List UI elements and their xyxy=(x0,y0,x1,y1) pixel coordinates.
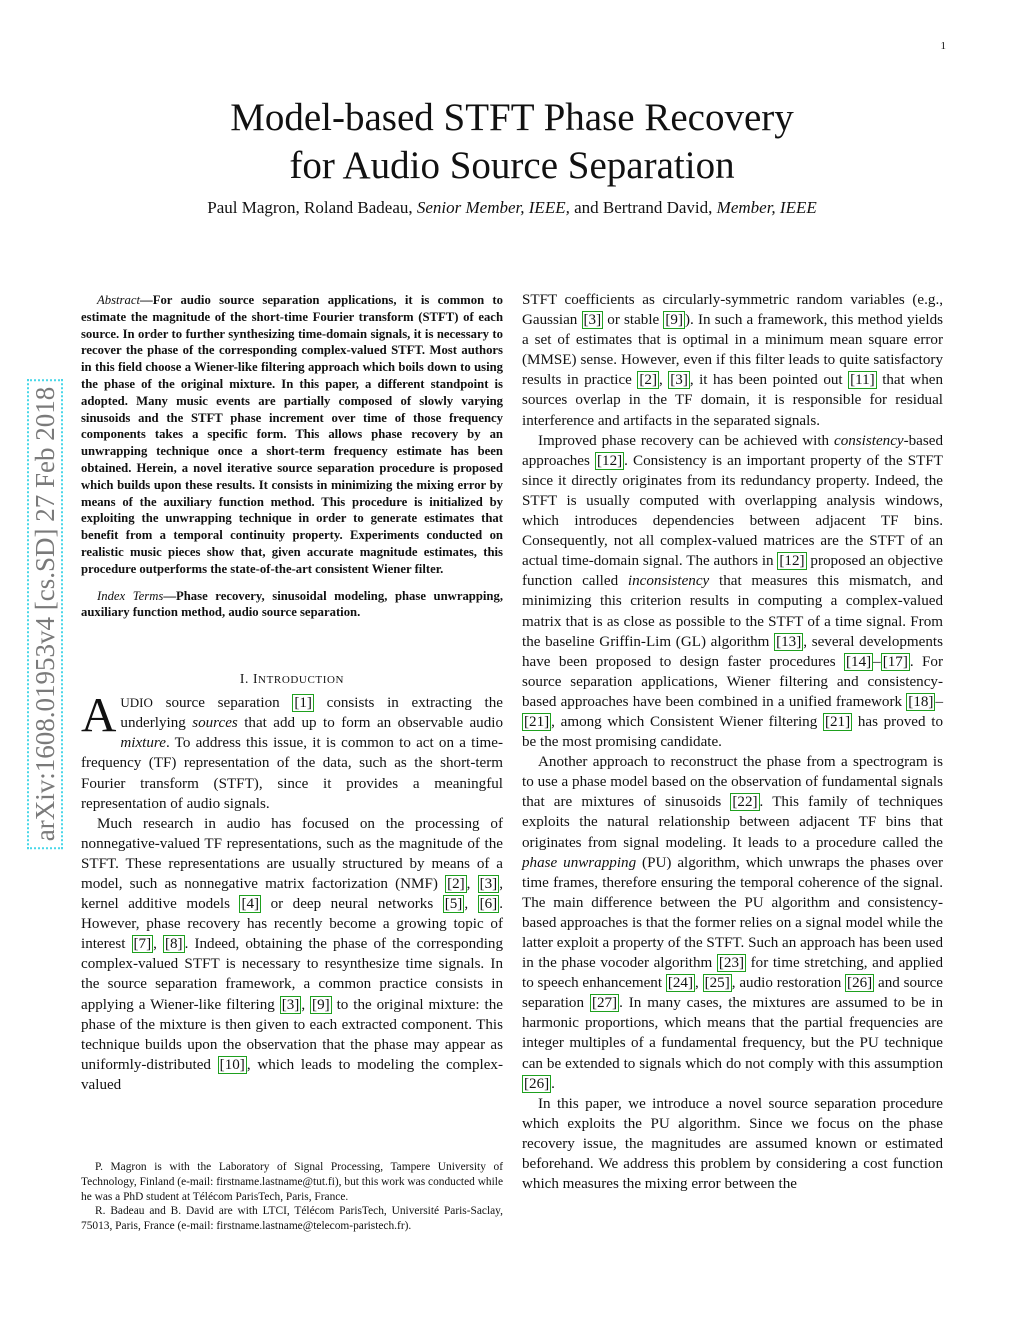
citation-link[interactable]: [21] xyxy=(824,713,851,730)
section-rest: NTRODUCTION xyxy=(258,674,345,687)
emphasis: phase unwrapping xyxy=(522,854,637,871)
text-run: . This family of techniques exploits the natural relationship between adjacent TF bins that originates from signal modeling. It leads to a procedure called the xyxy=(522,794,943,851)
text-run: (PU) algorithm, which unwraps the phases over time frames, therefore ensuring the temporal coherence of the signal. The main difference between the PU algorithm and consistency-based approaches is that the former relies on a signal model while the latter exploit a property of the STFT. Such an approach has been used in the phase vocoder algorithm xyxy=(522,854,944,972)
citation-link[interactable]: [4] xyxy=(241,896,260,913)
citation-link[interactable]: [3] xyxy=(281,996,300,1013)
text-run: , among which Consistent Wiener filtering xyxy=(551,713,823,730)
citation-link[interactable]: [25] xyxy=(704,975,730,992)
citation-link[interactable]: [5] xyxy=(444,896,463,913)
emphasis: mixture xyxy=(120,735,166,752)
arxiv-stamp xyxy=(28,318,62,910)
text-run: that add up to form an observable audio xyxy=(237,715,503,732)
emphasis: inconsistency xyxy=(627,573,710,590)
paper-title xyxy=(0,94,1024,190)
text-run: , xyxy=(658,372,669,389)
intro-paragraph-1 xyxy=(81,687,503,814)
text-run: or stable xyxy=(603,312,664,329)
title-line-1: Model-based STFT Phase Recovery xyxy=(230,96,794,139)
citation-link[interactable]: [7] xyxy=(133,936,152,953)
page-number: 1 xyxy=(940,40,946,52)
text-run: , audio restoration xyxy=(731,975,846,992)
citation-link[interactable]: [9] xyxy=(312,996,330,1013)
text-run: , several developments have been proposed to design faster procedures xyxy=(522,633,943,670)
text-run: , which leads to modeling the complex-valued xyxy=(81,1056,503,1093)
footnote-1: P. Magron is with the Laboratory of Signal Processing, Tampere University of Technology, Finland (e-mail: firstname.lastname@tut.fi), but this work was conducted while he was a PhD student at Télécom ParisTech, Paris, France. xyxy=(81,1161,503,1203)
drop-cap: A xyxy=(81,687,117,743)
text-run: Another approach to reconstruct the phase from a spectrogram is to use a phase model based on the observation of fundamental signals that are mixtures of sinusoids xyxy=(522,754,943,811)
authors-part-2: and Bertrand David, xyxy=(569,198,717,217)
text-run: source separation xyxy=(152,695,293,712)
author-role-2: Member, IEEE xyxy=(716,198,817,217)
citation-link[interactable]: [18] xyxy=(908,693,934,710)
emphasis: consistency xyxy=(834,432,904,449)
drop-cap-smallcaps: UDIO xyxy=(120,695,153,711)
emphasis: sources xyxy=(192,715,238,732)
text-run: that when sources overlap in the TF domain, it is responsible for residual interference and artifacts in the separated signals. xyxy=(522,372,944,429)
abstract-label: Abstract xyxy=(97,293,140,307)
citation-link[interactable]: [24] xyxy=(667,975,694,992)
text-run: STFT coefficients as circularly-symmetric random variables (e.g., Gaussian xyxy=(522,292,943,329)
right-paragraph-4 xyxy=(522,1094,943,1194)
text-run: -based approaches xyxy=(522,432,943,469)
text-run: – xyxy=(935,693,943,710)
left-column xyxy=(81,292,503,1095)
text-run: Much research in audio has focused on the processing of nonnegative-valued TF representations, such as the magnitude of the STFT. These representations are usually structured by means of a model, such as nonnegative matrix factorization (NMF) xyxy=(81,815,503,892)
index-terms-text: —Phase recovery, sinusoidal modeling, phase unwrapping, auxiliary function method, audio source separation. xyxy=(81,588,503,620)
text-run: In this paper, we introduce a novel source separation procedure which exploits the PU algorithm. Since we focus on the phase recovery issue, the magnitudes are assumed known or estimated beforehand. We address this problem by considering a cost function which measures the mixing error between the xyxy=(522,1095,943,1193)
text-run: and source separation xyxy=(522,975,944,1012)
footnotes xyxy=(81,1160,503,1234)
text-run: . However, phase recovery has recently become a growing topic of interest xyxy=(81,896,503,953)
abstract xyxy=(81,292,503,578)
text-run: , kernel additive models xyxy=(81,875,503,913)
text-run: . To address this issue, it is common to act on a time-frequency (TF) representation of the data, such as the short-term Fourier transform (STFT), since it provides a meaningful representation of audio signals. xyxy=(81,735,503,812)
right-paragraph-2 xyxy=(522,431,943,753)
citation-link[interactable]: [2] xyxy=(639,372,657,389)
text-run: , xyxy=(466,875,478,892)
citation-link[interactable]: [13] xyxy=(776,633,802,650)
text-run: , xyxy=(464,896,478,913)
intro-paragraph-2 xyxy=(81,814,503,1095)
citation-link[interactable]: [27] xyxy=(591,995,618,1012)
citation-link[interactable]: [1] xyxy=(294,695,312,712)
text-run: proposed an objective function called xyxy=(522,553,943,590)
citation-link[interactable]: [22] xyxy=(732,794,758,811)
citation-link[interactable]: [14] xyxy=(846,653,872,670)
citation-link[interactable]: [26] xyxy=(524,1075,550,1092)
text-run: or deep neural networks xyxy=(261,896,443,913)
text-run: . For source separation applications, Wiener filtering and consistency-based approaches have been combined in a unified framework xyxy=(522,653,943,710)
title-line-2: for Audio Source Separation xyxy=(289,144,735,187)
right-paragraph-1 xyxy=(522,290,943,431)
text-run: . xyxy=(551,1075,555,1092)
citation-link[interactable]: [3] xyxy=(670,372,688,389)
text-run: that measures this mismatch, and minimizing this criterion results in computing a complex-valued matrix that is as close as possible to the STFT of a time signal. From the baseline Griffin-Lim (GL) algorithm xyxy=(522,573,943,650)
right-paragraph-3 xyxy=(522,752,943,1094)
text-run: Improved phase recovery can be achieved with xyxy=(538,432,835,449)
index-terms-label: Index Terms xyxy=(97,588,164,603)
text-run: , xyxy=(695,975,703,992)
citation-link[interactable]: [21] xyxy=(524,713,550,730)
author-list xyxy=(0,198,1024,218)
text-run: for time stretching, and applied to speech enhancement xyxy=(522,955,943,992)
text-run: . Consistency is an important property of the STFT since it directly originates from its redundancy property. Indeed, the STFT is usually computed with overlapping analysis windows, which introduces dependencies between adjacent TF bins. Consequently, not all complex-valued matrices are the STFT of an actual time-domain signal. The authors in xyxy=(522,452,943,570)
citation-link[interactable]: [12] xyxy=(597,452,623,469)
footnote-2: R. Badeau and B. David are with LTCI, Télécom ParisTech, Université Paris-Saclay, 75013, Paris, France (e-mail: firstname.lastname@telecom-paristech.fr). xyxy=(81,1205,503,1233)
text-run: to the original mixture: the phase of the mixture is then given to each extracted component. This technique builds upon the observation that the phase may appear as uniformly-distributed xyxy=(81,996,503,1073)
citation-link[interactable]: [2] xyxy=(447,875,465,892)
text-run: – xyxy=(873,653,881,670)
citation-link[interactable]: [26] xyxy=(847,975,873,992)
citation-link[interactable]: [23] xyxy=(718,955,745,972)
authors-part-1: Paul Magron, Roland Badeau, xyxy=(207,198,417,217)
abstract-text: —For audio source separation applications, it is common to estimate the magnitude of the short-time Fourier transform (STFT) of each source. In order to further synthesizing time-domain signals, it is necessary to recover the phase of the corresponding complex-valued STFT. Most authors in this field choose a Wiener-like filtering approach which boils down to using the phase of the original mixture. In this paper, a different standpoint is adopted. Many music events are partially composed of slowly varying sinusoids and the STFT phase increment over time of those frequency components takes a specific form. This allows phase recovery by an unwrapping technique once a short-term frequency estimate has been obtained. Herein, a novel iterative source separation procedure is proposed which builds upon these results. It consists in minimizing the mixing error by means of the auxiliary function method. This procedure is initialized by exploiting the unwrapping technique in order to generate estimates that benefit from a temporal continuity property. Experiments conducted on realistic music pieces show that, given accurate magnitude estimates, this procedure outperforms the state-of-the-art consistent Wiener filter. xyxy=(81,293,503,576)
arxiv-identifier[interactable]: arXiv:1608.01953v4 [cs.SD] 27 Feb 2018 xyxy=(27,379,63,849)
text-run: . Indeed, obtaining the phase of the corresponding complex-valued STFT is necessary to resynthesize time signals. In the source separation framework, a common practice consists in applying a Wiener-like filtering xyxy=(81,936,503,1013)
right-column xyxy=(522,290,943,1194)
section-numeral: I. xyxy=(239,671,253,687)
citation-link[interactable]: [11] xyxy=(850,372,875,389)
citation-link[interactable]: [12] xyxy=(779,553,805,570)
citation-link[interactable]: [10] xyxy=(219,1056,245,1073)
citation-link[interactable]: [8] xyxy=(164,936,183,953)
text-run: , xyxy=(301,996,311,1013)
text-run: ). In such a framework, this method yields a set of estimates that is optimal in a minimum mean square error (MMSE) sense. However, even if this filter leads to quite satisfactory results in practice xyxy=(522,312,943,389)
citation-link[interactable]: [17] xyxy=(882,653,908,670)
section-heading-introduction xyxy=(81,671,503,687)
text-run: has proved to be the most promising candidate. xyxy=(522,713,943,751)
citation-link[interactable]: [6] xyxy=(479,896,498,913)
text-run: consists in extracting the underlying xyxy=(120,695,503,732)
author-role-1: Senior Member, IEEE, xyxy=(416,198,570,217)
citation-link[interactable]: [9] xyxy=(665,312,683,329)
text-run: . In many cases, the mixtures are assumed to be in harmonic proportions, which means that the partial frequencies are integer multiples of a fundamental frequency, but the PU technique can be extended to signals which do not comply with this assumption xyxy=(522,995,943,1072)
section-first-letter: I xyxy=(252,671,259,687)
text-run: , xyxy=(153,936,163,953)
citation-link[interactable]: [3] xyxy=(583,312,602,329)
text-run: , it has been pointed out xyxy=(689,372,849,389)
index-terms xyxy=(81,588,503,622)
citation-link[interactable]: [3] xyxy=(479,875,498,892)
